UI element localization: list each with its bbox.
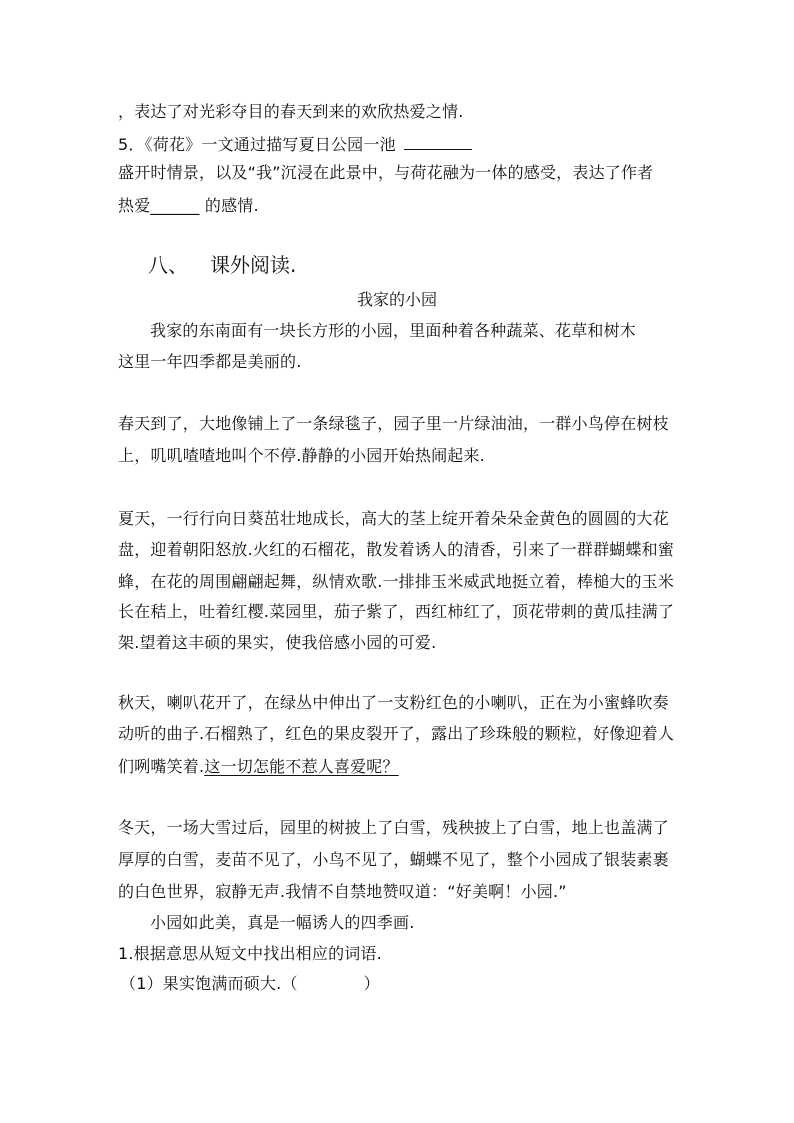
passage-p6: 小园如此美，真是一幅诱人的四季画. [150,913,415,932]
passage-p4-text: 们咧嘴笑着. [118,757,205,776]
passage-p4-line-1: 秋天，喇叭花开了，在绿丛中伸出了一支粉红色的小喇叭，正在为小蜜蜂吹奏 [118,693,669,712]
closing-paren: ） [363,974,380,993]
question-5-line-2: 盛开时情景，以及“我”沉浸在此景中，与荷花融为一体的感受，表达了作者 [118,163,654,182]
question-5-line-1 [118,133,472,155]
passage-p5-line-1: 冬天，一场大雪过后，园里的树披上了白雪，残秧披上了白雪，地上也盖满了 [118,818,669,837]
passage-title: 我家的小园 [356,290,437,309]
passage-p3-line-3: 蜂，在花的周围翩翩起舞，纵情欢歌.一排排玉米威武地挺立着，棒槌大的玉米 [118,572,675,591]
passage-p4-line-3 [118,757,399,777]
question-1-1 [120,974,380,994]
passage-p4-line-2: 动听的曲子.石榴熟了，红色的果皮裂开了，露出了珍珠般的颗粒，好像迎着人 [118,724,675,743]
passage-p2-line-2: 上，叽叽喳喳地叫个不停.静静的小园开始热闹起来. [118,446,485,465]
passage-p1-line-2: 这里一年四季都是美丽的. [118,352,302,371]
section-heading [148,253,296,277]
passage-p2-line-1: 春天到了，大地像铺上了一条绿毯子，园子里一片绿油油，一群小鸟停在树枝 [118,414,669,433]
question-5-text: 5．《荷花》一文通过描写夏日公园一池 [118,135,396,154]
underlined-sentence: 这一切怎能不惹人喜爱呢？ [204,757,399,776]
passage-p5-line-3: 的白色世界，寂静无声.我情不自禁地赞叹道：“好美啊！小园.” [118,882,567,901]
passage-p3-line-5: 架.望着这丰硕的果实，使我倍感小园的可爱. [118,633,437,652]
section-title: 课外阅读. [210,253,297,277]
answer-blank[interactable] [404,133,472,150]
passage-p5-line-2: 厚厚的白雪，麦苗不见了，小鸟不见了，蝴蝶不见了，整个小园成了银装素裹 [118,850,669,869]
question-1: 1.根据意思从短文中找出相应的词语. [118,944,382,963]
question-5-line-3: 热爱______ 的感情. [118,196,259,215]
passage-p1-line-1: 我家的东南面有一块长方形的小园，里面种着各种蔬菜、花草和树木 [150,321,637,340]
question-1-1-text: （1）果实饱满而硕大.（ [120,974,298,993]
passage-p3-line-2: 盘，迎着朝阳怒放.火红的石榴花，散发着诱人的清香，引来了一群群蝴蝶和蜜 [118,540,675,559]
section-number: 八、 [148,253,188,277]
passage-p3-line-4: 长在秸上，吐着红樱.菜园里，茄子紫了，西红柿红了，顶花带刺的黄瓜挂满了 [118,602,675,621]
passage-p3-line-1: 夏天，一行行向日葵茁壮地成长，高大的茎上绽开着朵朵金黄色的圆圆的大花 [118,509,669,528]
text-line-1: ，表达了对光彩夺目的春天到来的欢欣热爱之情. [118,102,464,121]
